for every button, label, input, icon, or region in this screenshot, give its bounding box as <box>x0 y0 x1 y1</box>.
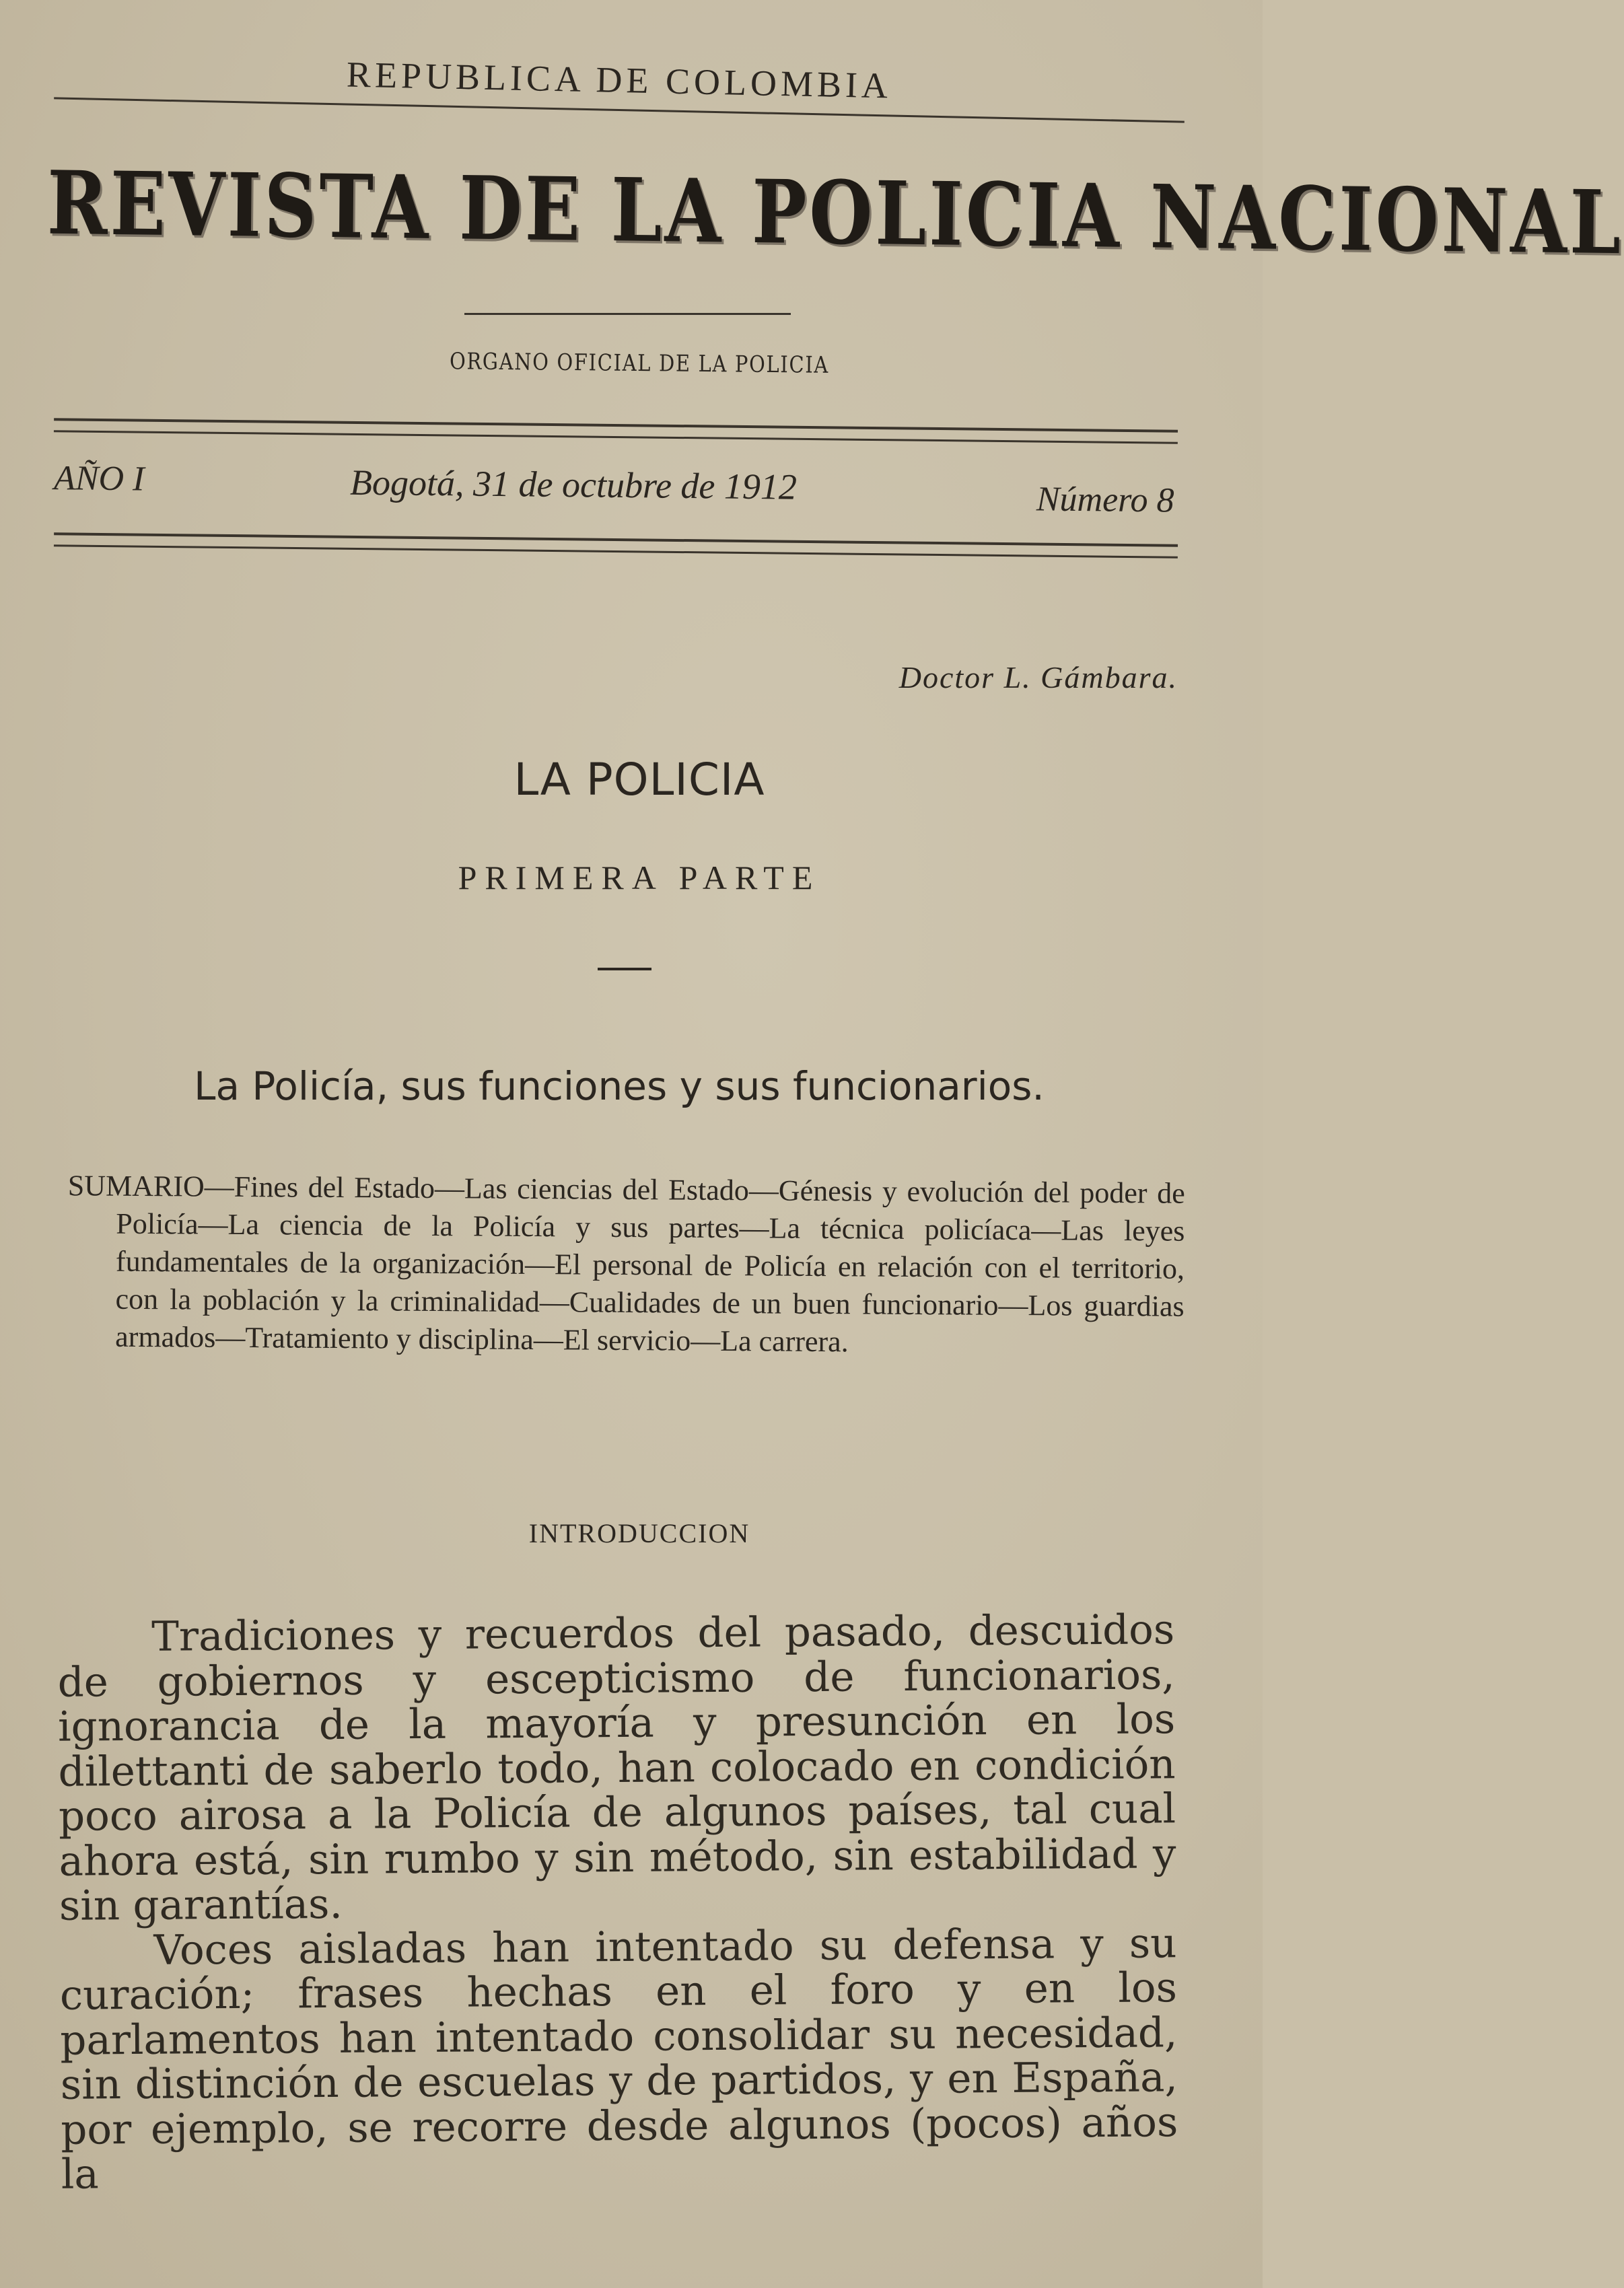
issue-number: Número 8 <box>1036 480 1174 520</box>
dateline <box>54 458 1199 524</box>
section-title: INTRODUCCION <box>528 1518 750 1548</box>
masthead-rule <box>464 313 791 315</box>
article-author: Doctor L. Gámbara. <box>898 660 1178 694</box>
article-heading: La Policía, sus funciones y sus funcionarios. <box>194 1063 1045 1109</box>
republic-header: REPUBLICA DE COLOMBIA <box>346 54 892 106</box>
double-rule-top <box>54 418 1178 443</box>
article-body <box>57 1608 1178 2197</box>
masthead-title: REVISTA DE LA POLICIA NACIONAL <box>46 152 1624 275</box>
article-title: LA POLICIA <box>514 754 765 806</box>
organ-subtitle: ORGANO OFICIAL DE LA POLICIA <box>449 348 830 379</box>
double-rule-bottom <box>54 532 1178 558</box>
place-date: Bogotá, 31 de octubre de 1912 <box>349 462 798 507</box>
summary-text: SUMARIO—Fines del Estado—Las ciencias del Estado—Génesis y evolución del poder de Policía—La ciencia de la Policía y sus partes—La técnica policíaca—Las leyes fundamentales de la organización—El personal de Policía en relación con el territorio, con la población y la criminalidad—Cualidades de un buen funcionario—Los guardias armados—Tratamiento y disciplina—El servicio—La carrera. <box>67 1169 1185 1359</box>
paragraph-2: Voces aisladas han intentado su defensa y su curación; frases hechas en el foro y en los parlamentos han intentado consolidar su necesidad, sin distinción de escuelas y de partidos, y en España, por ejemplo, se recorre desde algunos (pocos) años la <box>59 1919 1178 2198</box>
separator-dash <box>598 968 651 970</box>
header-rule <box>54 97 1185 122</box>
summary-block <box>67 1167 1185 1363</box>
article-part: PRIMERA PARTE <box>458 859 821 896</box>
paragraph-1: Tradiciones y recuerdos del pasado, descuidos de gobiernos y escepticismo de funcionarios, ignorancia de la mayoría y presunción en los dilettanti de saberlo todo, han colocado en condición poco airosa a la Policía de algunos países, tal cual ahora está, sin rumbo y sin método, sin estabilidad y sin garantías. <box>57 1606 1176 1930</box>
year-label: AÑO I <box>53 459 145 499</box>
